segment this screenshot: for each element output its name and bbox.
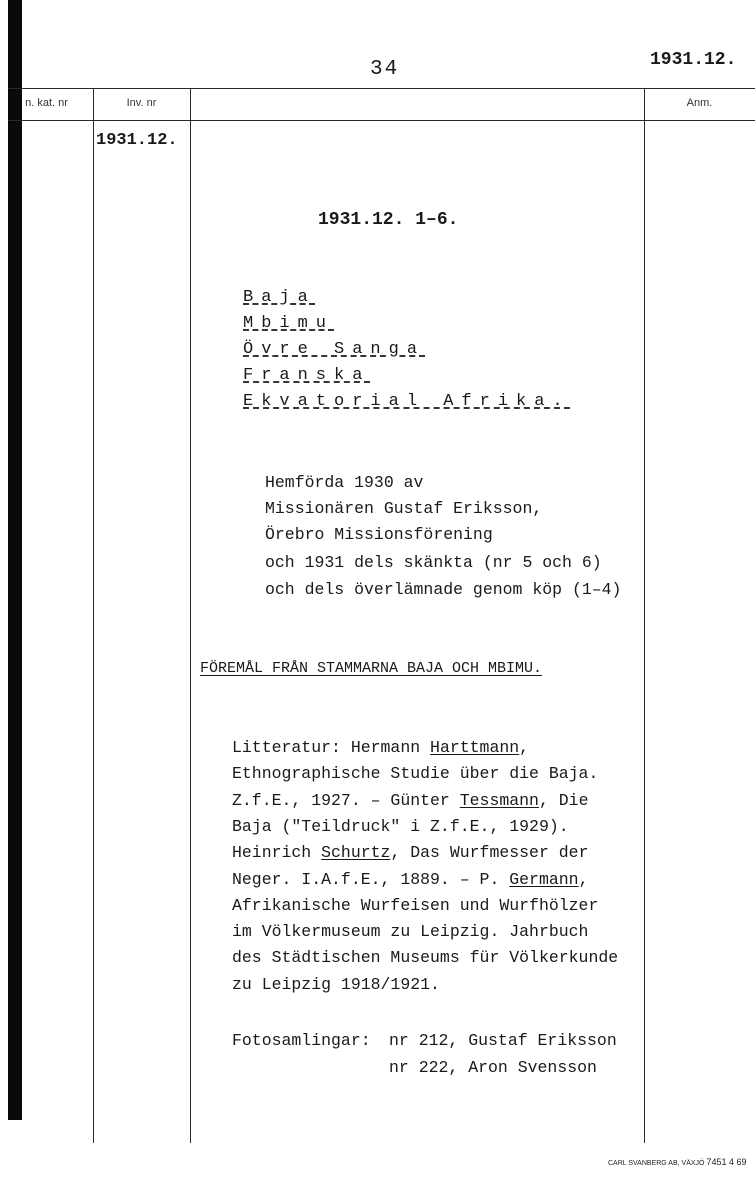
provenance-line: Missionären Gustaf Eriksson, [265, 499, 543, 518]
author-name: Tessmann [459, 791, 539, 810]
column-divider-1 [93, 88, 94, 1143]
literature-line [232, 791, 588, 810]
literature-line [232, 870, 588, 889]
place-line: Övre Sanga [243, 340, 426, 359]
literature-text: Neger. I.A.f.E., 1889. – P. [232, 870, 510, 889]
printer-name: CARL SVANBERG AB, VÄXJÖ [608, 1160, 705, 1167]
author-name: Harttmann [430, 738, 520, 757]
literature-line [232, 843, 588, 862]
place-line: Baja [243, 288, 316, 307]
header-anm: Anm. [686, 97, 713, 109]
header-kat-nr: n. kat. nr [25, 97, 68, 109]
literature-line: Baja ("Teildruck" i Z.f.E., 1929). [232, 817, 569, 836]
provenance-line: och dels överlämnade genom köp (1–4) [265, 580, 622, 599]
column-divider-3 [644, 88, 645, 1143]
literature-text: , [578, 870, 589, 889]
literature-line: Afrikanische Wurfeisen und Wurfhölzer [232, 896, 599, 915]
page-number: 34 [370, 58, 400, 81]
photo-entry: nr 222, Aron Svensson [389, 1058, 597, 1077]
literature-text: , Das Wurfmesser der [390, 843, 589, 862]
inventory-number: 1931.12. [96, 131, 178, 150]
literature-line: des Städtischen Museums für Völkerkunde [232, 948, 619, 967]
literature-line: im Völkermuseum zu Leipzig. Jahrbuch [232, 922, 589, 941]
provenance-line: och 1931 dels skänkta (nr 5 och 6) [265, 553, 602, 572]
author-name: Germann [509, 870, 579, 889]
header-inv-nr: Inv. nr [126, 97, 157, 109]
place-line: Ekvatorial Afrika. [243, 392, 571, 411]
header-bottom-rule [8, 120, 755, 121]
provenance-line: Hemförda 1930 av [265, 473, 424, 492]
provenance-line: Örebro Missionsförening [265, 525, 493, 544]
photo-label: Fotosamlingar: [232, 1031, 371, 1050]
column-divider-2 [190, 88, 191, 1143]
literature-line: Ethnographische Studie über die Baja. [232, 764, 599, 783]
photo-entry: nr 212, Gustaf Eriksson [389, 1031, 617, 1050]
literature-text: , [519, 738, 530, 757]
literature-text: Z.f.E., 1927. – Günter [232, 791, 460, 810]
literature-line [232, 738, 529, 757]
place-line: Franska [243, 366, 371, 385]
printer-imprint [608, 1157, 746, 1167]
place-line: Mbimu [243, 314, 335, 333]
binding-edge [8, 0, 22, 1120]
header-top-rule [8, 88, 755, 89]
form-code: 7451 4 69 [706, 1157, 747, 1167]
literature-text: Heinrich [232, 843, 322, 862]
literature-text: Litteratur: Hermann [232, 738, 431, 757]
literature-line: zu Leipzig 1918/1921. [232, 975, 440, 994]
corner-reference: 1931.12. [650, 50, 737, 70]
item-range: 1931.12. 1–6. [318, 210, 459, 230]
section-heading: FÖREMÅL FRÅN STAMMARNA BAJA OCH MBIMU. [200, 660, 543, 677]
literature-text: , Die [538, 791, 589, 810]
author-name: Schurtz [321, 843, 391, 862]
